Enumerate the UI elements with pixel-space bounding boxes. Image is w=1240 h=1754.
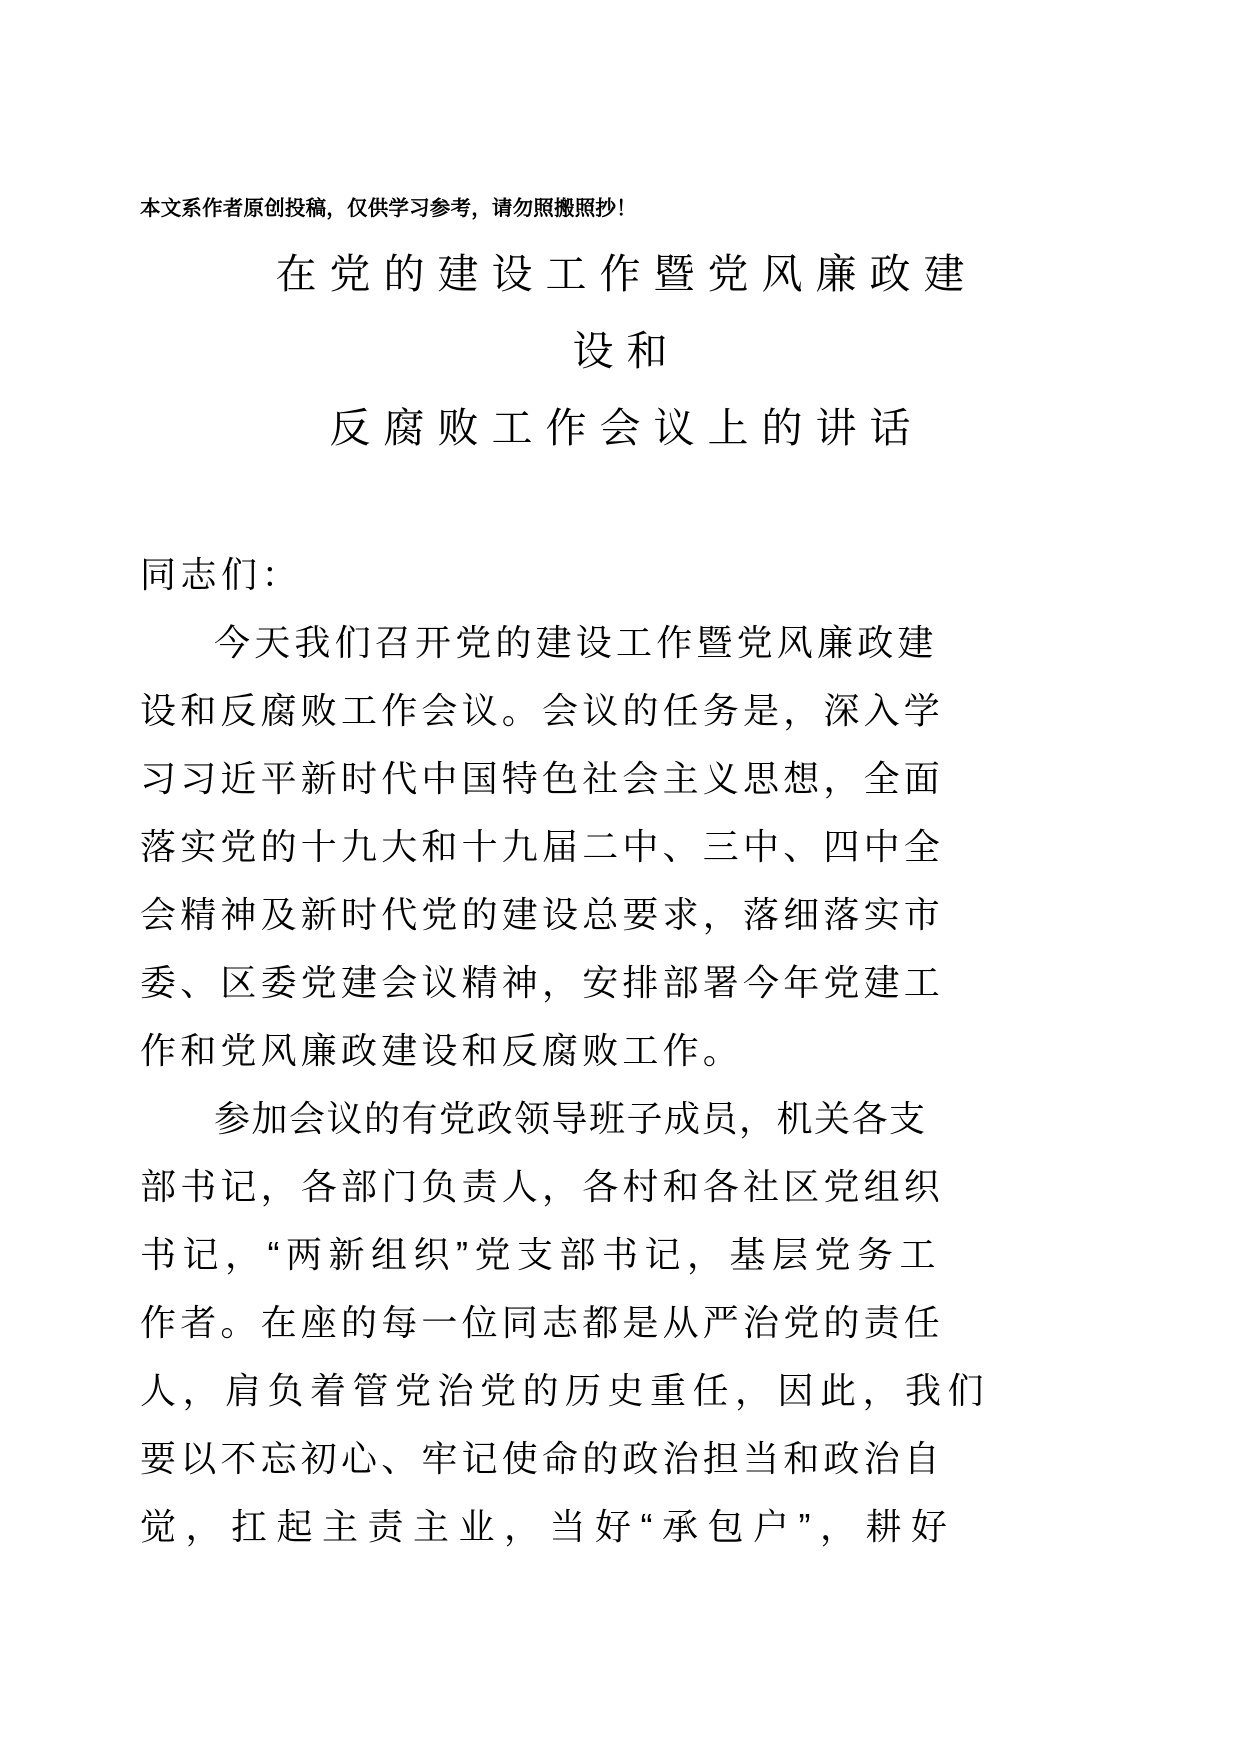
paragraph-line: 设和反腐败工作会议。会议的任务是，深入学 [140,689,945,731]
paragraph-line: 作者。在座的每一位同志都是从严治党的责任 [140,1301,945,1343]
paragraph-1 [140,609,1100,1085]
paragraph-line: 今天我们召开党的建设工作暨党风廉政建 [214,621,938,663]
paragraph-line: 习习近平新时代中国特色社会主义思想，全面 [140,757,945,799]
paragraph-line: 委、区委党建会议精神，安排部署今年党建工 [140,961,945,1003]
document-body [140,541,1100,1561]
disclaimer-notice: 本文系作者原创投稿，仅供学习参考，请勿照搬照抄！ [140,197,637,220]
paragraph-line: 会精神及新时代党的建设总要求，落细落实市 [140,893,945,935]
paragraph-line: 参加会议的有党政领导班子成员，机关各支 [214,1097,927,1139]
paragraph-line: 部书记，各部门负责人，各村和各社区党组织 [140,1165,945,1207]
paragraph-line: 人，肩负着管党治党的历史重任，因此，我们 [140,1369,991,1411]
paragraph-line: 作和党风廉政建设和反腐败工作。 [140,1029,744,1071]
title-line-3: 反腐败工作会议上的讲话 [329,404,924,451]
title-line-1: 在党的建设工作暨党风廉政建 [275,250,978,297]
paragraph-2 [140,1085,1100,1561]
paragraph-line: 觉，扛起主责主业，当好“承包户”，耕好 [140,1505,957,1547]
title-line-2: 设和 [572,327,681,374]
page-title [140,236,1100,467]
paragraph-line: 落实党的十九大和十九届二中、三中、四中全 [140,825,945,867]
paragraph-line: 要以不忘初心、牢记使命的政治担当和政治自 [140,1437,945,1479]
paragraph-line: 书记，“两新组织”党支部书记，基层党务工 [140,1233,942,1275]
salutation: 同志们： [140,553,303,595]
